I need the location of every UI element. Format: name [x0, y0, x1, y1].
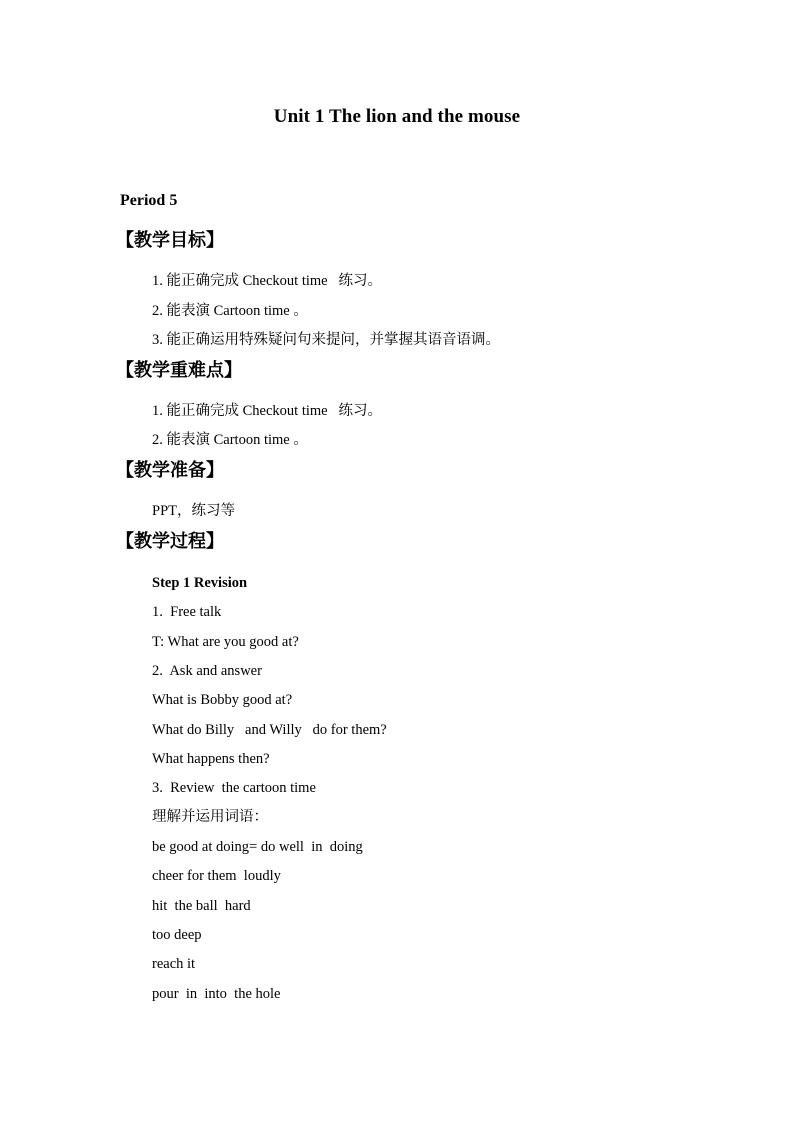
- process-line: 3. Review the cartoon time: [152, 780, 316, 796]
- process-line: 理解并运用词语：: [152, 809, 268, 825]
- process-line: hit the ball hard: [152, 898, 251, 914]
- objective-item: 3. 能正确运用特殊疑问句来提问，并掌握其语音语调。: [152, 332, 500, 348]
- process-line: pour in into the hole: [152, 986, 281, 1002]
- process-line: What is Bobby good at?: [152, 692, 293, 708]
- process-line: cheer for them loudly: [152, 868, 281, 884]
- step-title: Step 1 Revision: [152, 575, 248, 591]
- period-label: Period 5: [120, 192, 178, 209]
- objective-item: 2. 能表演 Cartoon time 。: [152, 303, 308, 319]
- key-point-item: 2. 能表演 Cartoon time 。: [152, 432, 308, 448]
- document-title: Unit 1 The lion and the mouse: [273, 106, 521, 127]
- process-line: too deep: [152, 927, 202, 943]
- process-line: T: What are you good at?: [152, 634, 299, 650]
- section-heading-objectives: 【教学目标】: [116, 230, 224, 251]
- process-line: What happens then?: [152, 751, 270, 767]
- process-line: 2. Ask and answer: [152, 663, 262, 679]
- section-heading-preparation: 【教学准备】: [116, 460, 224, 481]
- section-heading-process: 【教学过程】: [116, 531, 224, 552]
- process-line: What do Billy and Willy do for them?: [152, 722, 387, 738]
- process-line: reach it: [152, 956, 196, 972]
- key-point-item: 1. 能正确完成 Checkout time 练习。: [152, 403, 382, 419]
- section-heading-key-points: 【教学重难点】: [116, 360, 242, 381]
- process-line: be good at doing= do well in doing: [152, 839, 363, 855]
- objective-item: 1. 能正确完成 Checkout time 练习。: [152, 273, 382, 289]
- process-line: 1. Free talk: [152, 604, 222, 620]
- preparation-item: PPT，练习等: [152, 503, 235, 519]
